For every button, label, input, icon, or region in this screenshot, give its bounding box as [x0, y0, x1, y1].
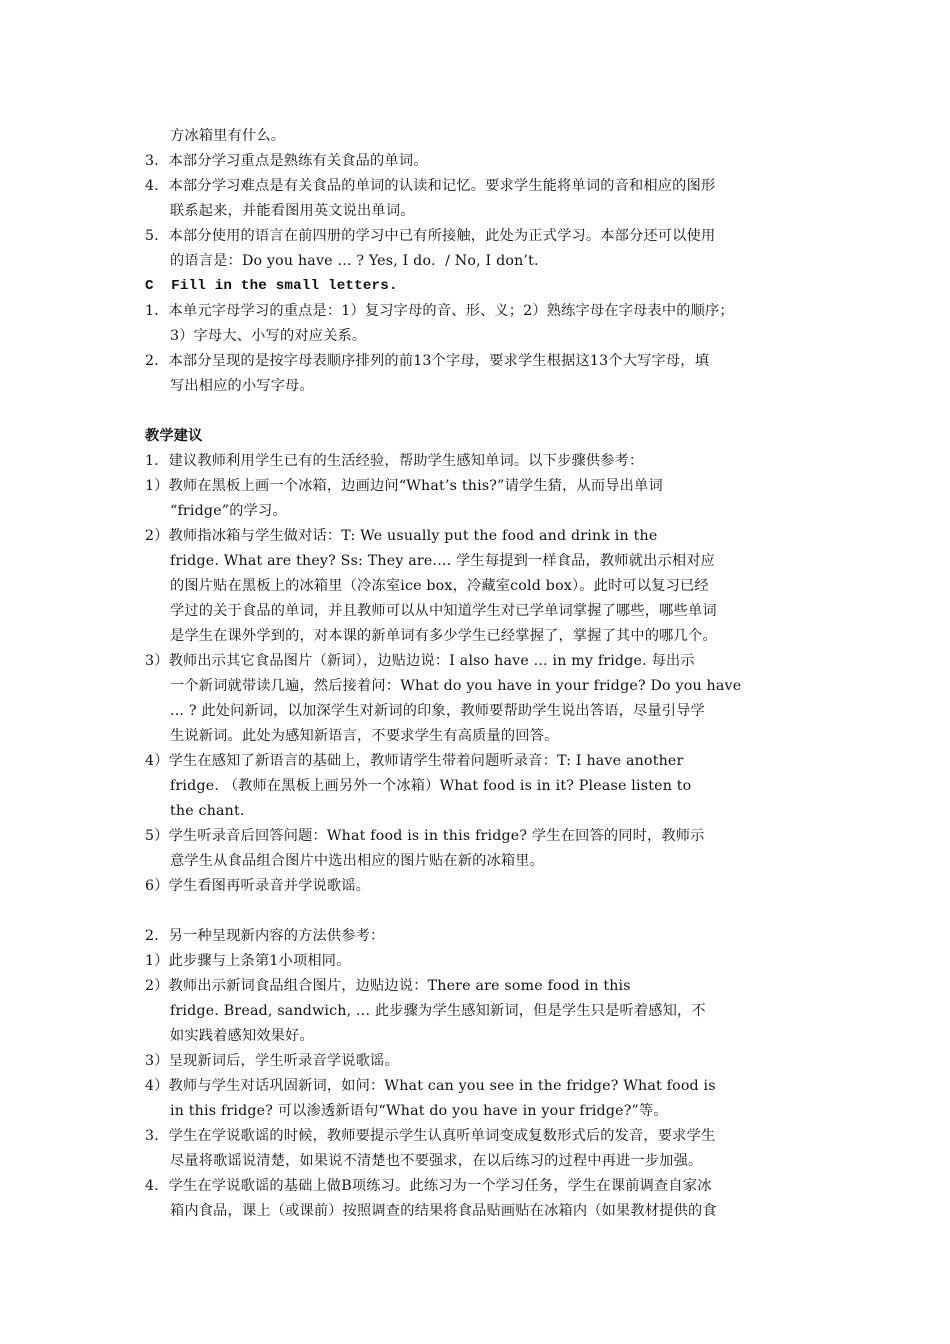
text-line: 的图片贴在黑板上的冰箱里（冷冻室ice box，冷藏室cold box）。此时可以复习已经: [170, 578, 709, 594]
text-line: 箱内食品，课上（或课前）按照调查的结果将食品贴画贴在冰箱内（如果教材提供的食: [170, 1203, 717, 1219]
list-item: 2）教师指冰箱与学生做对话：T: We usually put the food and drink in the: [145, 528, 658, 544]
text-line: fridge. （教师在黑板上画另外一个冰箱）What food is in it? Please listen to: [170, 778, 692, 794]
list-item: 6）学生看图再听录音并学说歌谣。: [145, 878, 371, 894]
text-line: the chant.: [170, 803, 245, 819]
text-line: 3）字母大、小写的对应关系。: [170, 328, 367, 344]
text-line: 方冰箱里有什么。: [170, 128, 286, 144]
text-line: 生说新词。此处为感知新语言，不要求学生有高质量的回答。: [170, 728, 559, 744]
text-line: in this fridge? 可以渗透新语句“What do you have in your fridge?”等。: [170, 1103, 668, 1119]
text-line: fridge. Bread, sandwich, ... 此步骤为学生感知新词，但是学生只是听着感知，不: [170, 1003, 706, 1019]
list-item: 4．学生在学说歌谣的基础上做B项练习。此练习为一个学习任务，学生在课前调查自家冰: [145, 1178, 712, 1194]
list-item: 3．学生在学说歌谣的时候，教师要提示学生认真听单词变成复数形式后的发音，要求学生: [145, 1128, 716, 1144]
text-line: 如实践着感知效果好。: [170, 1028, 314, 1044]
list-item: 5．本部分使用的语言在前四册的学习中已有所接触，此处为正式学习。本部分还可以使用: [145, 228, 716, 244]
list-item: 5）学生听录音后回答问题：What food is in this fridge? 学生在回答的同时，教师示: [145, 828, 705, 844]
text-line: 一个新词就带读几遍，然后接着问：What do you have in your fridge? Do you have: [170, 678, 742, 694]
list-item: 4）学生在感知了新语言的基础上，教师请学生带着问题听录音：T: I have another: [145, 753, 684, 769]
text-line: fridge. What are they? Ss: They are.... 学生每提到一样食品，教师就出示相对应: [170, 553, 716, 569]
list-item: 4．本部分学习难点是有关食品的单词的认读和记忆。要求学生能将单词的音和相应的图形: [145, 178, 716, 194]
section-heading: 教学建议: [145, 428, 203, 444]
list-item: 2．本部分呈现的是按字母表顺序排列的前13个字母，要求学生根据这13个大写字母，填: [145, 353, 710, 369]
text-line: 联系起来，并能看图用英文说出单词。: [170, 203, 415, 219]
text-line: 是学生在课外学到的，对本课的新单词有多少学生已经掌握了，掌握了其中的哪几个。: [170, 628, 717, 644]
list-item: 2．另一种呈现新内容的方法供参考：: [145, 928, 385, 944]
list-item: 1）此步骤与上条第1小项相同。: [145, 953, 351, 969]
list-item: 4）教师与学生对话巩固新词，如问：What can you see in the fridge? What food is: [145, 1078, 716, 1094]
list-item: 2）教师出示新词食品组合图片，边贴边说：There are some food in this: [145, 978, 631, 994]
text-line: 写出相应的小写字母。: [170, 378, 314, 394]
text-line: ... ? 此处问新词，以加深学生对新词的印象，教师要帮助学生说出答语，尽量引导学: [170, 703, 705, 719]
text-line: 学过的关于食品的单词，并且教师可以从中知道学生对已学单词掌握了哪些，哪些单词: [170, 603, 717, 619]
text-line: 意学生从食品组合图片中选出相应的图片贴在新的冰箱里。: [170, 853, 545, 869]
text-line: 尽量将歌谣说清楚，如果说不清楚也不要强求，在以后练习的过程中再进一步加强。: [170, 1153, 703, 1169]
list-item: 3）教师出示其它食品图片（新词），边贴边说：I also have ... in my fridge. 每出示: [145, 653, 695, 669]
list-item: 1．本单元字母学习的重点是：1）复习字母的音、形、义；2）熟练字母在字母表中的顺序；: [145, 303, 734, 319]
list-item: 1．建议教师利用学生已有的生活经验，帮助学生感知单词。以下步骤供参考：: [145, 453, 644, 469]
list-item: 1）教师在黑板上画一个冰箱，边画边问“What’s this?”请学生猜，从而导出单词: [145, 478, 663, 494]
text-line: 的语言是：Do you have ... ? Yes, I do. / No, I don’t.: [170, 253, 539, 269]
section-heading: C Fill in the small letters.: [145, 278, 398, 294]
list-item: 3）呈现新词后，学生听录音学说歌谣。: [145, 1053, 399, 1069]
text-line: “fridge”的学习。: [170, 503, 287, 519]
list-item: 3．本部分学习重点是熟练有关食品的单词。: [145, 153, 428, 169]
